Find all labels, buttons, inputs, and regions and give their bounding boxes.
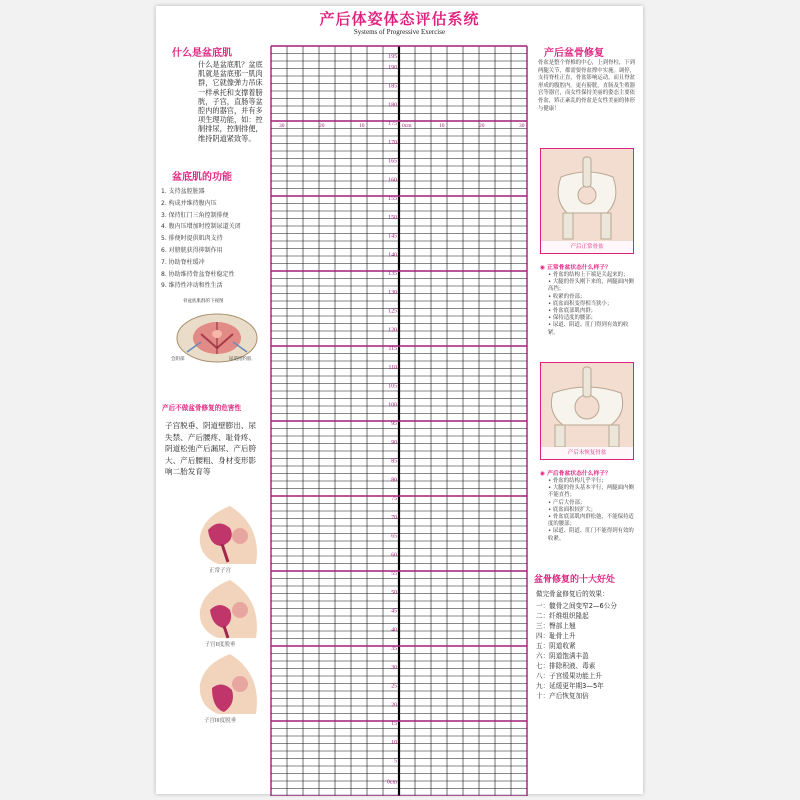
- height-label: 65: [391, 533, 397, 540]
- question-icon: ◉: [540, 471, 548, 477]
- list-item: • 产后大骨部；: [548, 500, 636, 507]
- height-label: 95: [391, 421, 397, 427]
- list-item: • 骨盆的结构几乎平行；: [548, 478, 636, 485]
- height-label: 75: [391, 496, 397, 502]
- posture-grid: [266, 44, 532, 796]
- height-label: 155: [388, 196, 397, 202]
- height-label: 85: [391, 458, 397, 465]
- height-label: 0cm: [387, 779, 397, 786]
- height-label: 5: [394, 758, 397, 765]
- q2-list: [548, 478, 636, 543]
- height-label: 120: [388, 327, 397, 334]
- list-item: • 尿道、阴道、肛门不能得到有效的收紧。: [548, 528, 636, 542]
- list-item: 8. 协助维持骨盆脊柱稳定性: [161, 270, 235, 278]
- list-item: 九：延缓更年期3—5年: [536, 682, 604, 690]
- q2-text: 产后骨盆状态什么样子？: [547, 471, 611, 477]
- list-item: 4. 腹内压增加时控制尿道关闭: [161, 223, 241, 231]
- uterus-normal: [178, 506, 262, 576]
- top-scale-label: 30: [519, 123, 525, 129]
- list-item: • 保持适度的腰部；: [548, 315, 636, 322]
- normal-uterus-icon: [178, 506, 262, 566]
- function-list: [161, 186, 265, 292]
- list-item: 9. 维持性冲动和性生活: [161, 282, 223, 290]
- list-item: 七：排除积液、毒素: [536, 662, 596, 670]
- height-label: 190: [388, 64, 397, 71]
- list-item: • 底盆面积较扩大；: [548, 507, 636, 514]
- pelvic-diagram: [171, 298, 263, 370]
- top-scale-label: 10: [359, 123, 365, 129]
- height-label: 110: [388, 364, 397, 371]
- height-label: 70: [391, 514, 397, 521]
- postpartum-pelvis-caption: 产后未恢复骨盆: [567, 450, 607, 456]
- height-label: 145: [388, 233, 397, 240]
- height-label: 165: [388, 158, 397, 165]
- normal-pelvis-card: [540, 148, 634, 254]
- benefits-intro: 做完骨盆修复后的效果：: [536, 590, 609, 598]
- list-item: 7. 协助脊柱缓冲: [161, 258, 205, 266]
- height-label: 180: [388, 102, 397, 109]
- list-item: • 收紧的骨部；: [548, 294, 636, 301]
- uterus-grade2-caption: 子宫II度脱垂: [204, 642, 236, 648]
- list-item: 三：臀部上翘: [536, 622, 576, 630]
- height-label: 100: [388, 402, 397, 409]
- height-label: 30: [391, 664, 397, 671]
- height-label: 125: [388, 308, 397, 315]
- height-label: 25: [391, 683, 397, 690]
- question-icon: ◉: [540, 265, 548, 271]
- height-label: 55: [391, 571, 397, 577]
- benefits-list: [536, 601, 640, 701]
- list-item: 5. 排便时提供肌肉支持: [161, 235, 223, 243]
- height-label: 10: [391, 739, 397, 746]
- prolapse-iii-icon: [178, 654, 262, 716]
- list-item: 3. 保持肛门三角控制排便: [161, 211, 229, 219]
- top-scale-label: 20: [479, 123, 485, 129]
- height-label: 15: [391, 721, 397, 727]
- height-label: 130: [388, 289, 397, 296]
- height-label: 140: [388, 252, 397, 259]
- pelvis-repair-desc: 骨盆是整个脊椎的中心，上到脊柱，下到两腿关节，都需要骨盆撑中实施。调停，支持脊柱正直，骨盆影响运动，而且脊盆形成的腹腔内。更有膀胱，直肠及生殖器官等器官，而女性保持美丽的姿态主要依骨盆，矫正紊乱的骨盆是女性美丽的体形与健康！: [538, 60, 636, 112]
- harm-heading: 产后不做盆骨修复的危害性: [162, 404, 242, 412]
- height-label: 20: [391, 702, 397, 709]
- list-item: 八：子宫缓果功能上升: [536, 672, 602, 680]
- benefits-heading: 盆骨修复的十大好处: [534, 575, 616, 585]
- diagram-label-left: 会阴部: [171, 357, 185, 362]
- list-item: 2. 构成并维持腹内压: [161, 199, 217, 207]
- pelvic-floor-heading: 什么是盆底肌: [172, 48, 232, 59]
- harm-text: 子宫脱垂、阴道壁膨出、尿失禁、产后腰疼、耻骨疼、阴道松弛产后漏尿、产后胯大、产后腰粗、身材变形影响二胎发育等: [165, 421, 257, 477]
- height-label: 170: [388, 139, 397, 146]
- height-label: 195: [388, 54, 397, 60]
- height-label: 185: [388, 83, 397, 90]
- height-label: 105: [388, 383, 397, 390]
- normal-pelvis-caption: 产后正常骨盆: [570, 244, 604, 250]
- page-subtitle: Systems of Progressive Exercise: [353, 28, 446, 36]
- top-scale-label: 10: [439, 123, 445, 129]
- page-title: 产后体姿体态评估系统: [319, 10, 480, 28]
- list-item: 一：髋骨之间变窄2—6公分: [536, 602, 617, 610]
- list-item: • 大腿的骨头刚下来的，两腿面内侧高挡；: [548, 279, 636, 293]
- pelvis-icon: [171, 304, 263, 376]
- pelvis-repair-heading: 产后盆骨修复: [544, 48, 604, 59]
- top-scale-label: 20: [319, 123, 325, 129]
- list-item: • 骨盆底部肌肉群松弛，不能保持适度的腰部；: [548, 514, 636, 528]
- postpartum-pelvis-icon: [541, 363, 633, 447]
- pelvic-floor-desc: 什么是盆底肌？盆底肌就是盆底那一肌肉群，它就像弹力吊床一样承托和支撑着膀胱，子宫，直肠等盆腔内的器官，并有多项生理功能，如：控制排尿，控制排便，维持阴道紧致等。: [198, 60, 263, 143]
- list-item: 六：阴道饱满丰盈: [536, 652, 589, 660]
- diagram-caption: 骨盆底肌群的下视图: [183, 299, 224, 304]
- height-label: 80: [391, 477, 397, 484]
- height-label: 40: [391, 627, 397, 634]
- q1-text: 正常骨盆状态什么样子？: [547, 265, 611, 271]
- uterus-normal-caption: 正常子宫: [208, 568, 231, 574]
- list-item: • 底盆面积变得相当狭小；: [548, 301, 636, 308]
- top-scale-label: 0cm: [402, 123, 412, 129]
- function-heading: 盆底肌的功能: [172, 172, 232, 183]
- grid-labels: [279, 54, 525, 785]
- prolapse-ii-icon: [178, 580, 262, 640]
- q1-heading: [540, 262, 611, 271]
- list-item: 四：耻骨上升: [536, 632, 576, 640]
- list-item: • 大腿的骨头基本平行，两腿面内侧不能直挡；: [548, 485, 636, 499]
- grid-lines: [271, 46, 527, 796]
- uterus-grade3-caption: 子宫III度脱垂: [203, 718, 237, 724]
- list-item: 五：阴道收紧: [536, 642, 576, 650]
- height-label: 50: [391, 589, 397, 596]
- q2-heading: [540, 468, 611, 477]
- list-item: 二：纤维组织隆起: [536, 612, 589, 620]
- height-label: 90: [391, 439, 397, 446]
- list-item: 6. 对膀胱获得抑制作用: [161, 246, 223, 254]
- list-item: • 尿道、阴道、肛门得到有效的收紧。: [548, 322, 636, 336]
- top-scale-label: 30: [279, 123, 285, 129]
- height-label: 115: [388, 346, 397, 352]
- height-label: 60: [391, 552, 397, 559]
- height-label: 160: [388, 177, 397, 184]
- height-label: 135: [388, 271, 397, 277]
- diagram-label-right: 尿道括约肌: [229, 357, 252, 362]
- height-label: 35: [391, 646, 397, 652]
- postpartum-pelvis-card: [540, 362, 634, 460]
- normal-pelvis-icon: [541, 149, 633, 241]
- height-label: 150: [388, 214, 397, 221]
- height-label: 175: [388, 121, 397, 127]
- uterus-grade3: [178, 654, 262, 728]
- q1-list: [548, 272, 636, 337]
- list-item: • 骨盆的结构上下端是关起来的；: [548, 272, 636, 279]
- list-item: • 骨盆底部肌肉群；: [548, 308, 636, 315]
- height-label: 45: [391, 608, 397, 615]
- list-item: 1. 支持盆腔脏器: [161, 188, 205, 195]
- uterus-grade2: [178, 580, 262, 650]
- list-item: 十：产后恢复加倍: [536, 692, 589, 700]
- poster: [156, 6, 643, 794]
